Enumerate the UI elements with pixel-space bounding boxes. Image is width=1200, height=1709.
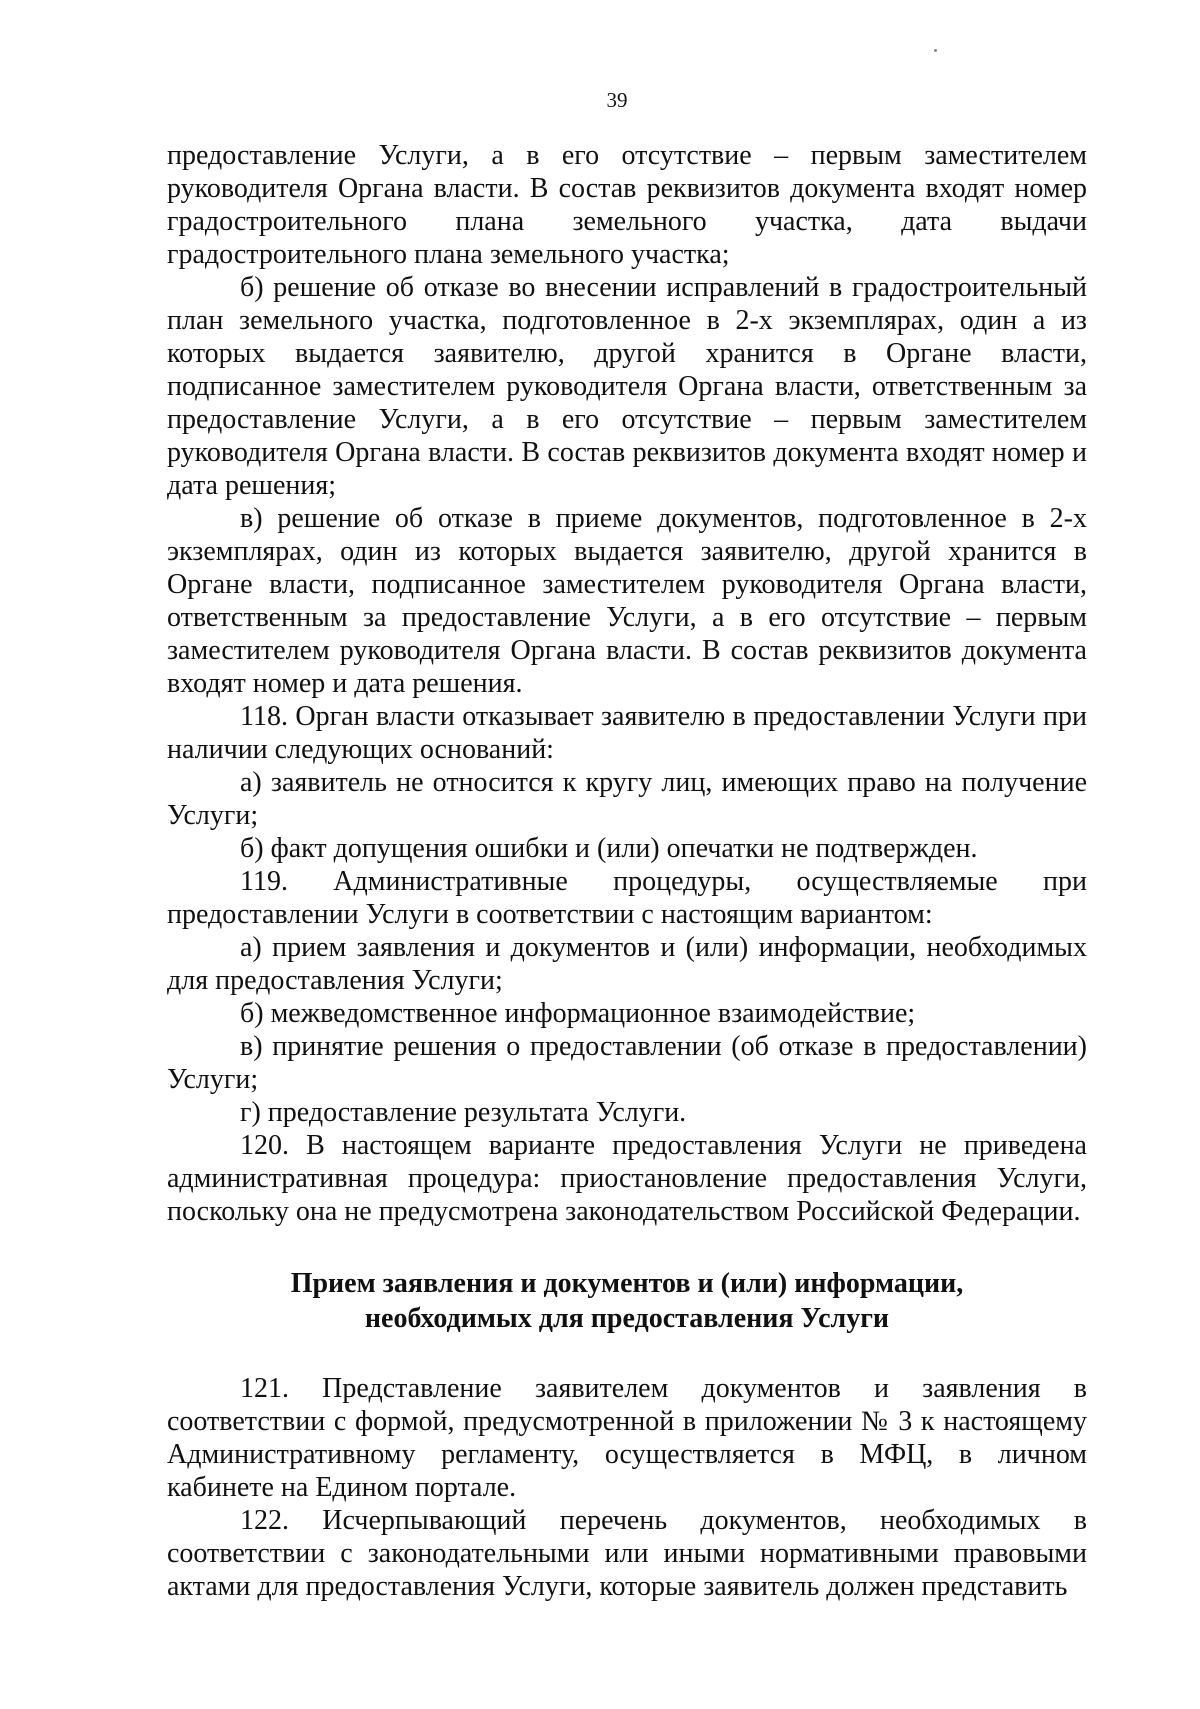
document-body bbox=[167, 139, 1087, 1603]
paragraph: б) факт допущения ошибки и (или) опечатки не подтвержден. bbox=[240, 833, 978, 864]
paragraph: в) принятие решения о предоставлении (об отказе в предоставлении) Услуги; bbox=[167, 1031, 1087, 1095]
paragraph: в) решение об отказе в приеме документов, подготовленное в 2-х экземплярах, один из которых выдается заявителю, другой хранится в Органе власти, подписанное заместителем руководителя Органа власти, ответственным за предоставление Услуги, а в его отсутствие – первым заместителем руководителя Органа власти. В состав реквизитов документа входят номер и дата решения. bbox=[167, 503, 1087, 699]
section-heading-line-1: Прием заявления и документов и (или) информации, bbox=[290, 1268, 964, 1299]
paragraph: предоставление Услуги, а в его отсутствие – первым заместителем руководителя Органа власти. В состав реквизитов документа входят номер градостроительного плана земельного участка, дата выдачи градостроительного плана земельного участка; bbox=[167, 140, 1087, 270]
paragraph: 122. Исчерпывающий перечень документов, необходимых в соответствии с законодательными или иными нормативными правовыми актами для предоставления Услуги, которые заявитель должен представить bbox=[167, 1505, 1087, 1602]
section-heading-line-2: необходимых для предоставления Услуги bbox=[364, 1303, 890, 1334]
paragraph: 119. Административные процедуры, осуществляемые при предоставлении Услуги в соответствии с настоящим вариантом: bbox=[167, 866, 1087, 930]
scan-speck bbox=[934, 49, 937, 52]
paragraph: 121. Представление заявителем документов и заявления в соответствии с формой, предусмотренной в приложении № 3 к настоящему Административному регламенту, осуществляется в МФЦ, в личном кабинете на Едином портале. bbox=[167, 1373, 1087, 1503]
paragraph: 118. Орган власти отказывает заявителю в предоставлении Услуги при наличии следующих оснований: bbox=[167, 701, 1087, 765]
paragraph: а) прием заявления и документов и (или) информации, необходимых для предоставления Услуги; bbox=[167, 932, 1087, 996]
paragraphs-after-heading bbox=[167, 1372, 1087, 1603]
paragraph: б) межведомственное информационное взаимодействие; bbox=[240, 998, 916, 1029]
paragraph: г) предоставление результата Услуги. bbox=[240, 1097, 687, 1128]
section-heading bbox=[167, 1266, 1087, 1336]
page-number: 39 bbox=[606, 88, 628, 112]
paragraphs-before-heading bbox=[167, 139, 1087, 1228]
paragraph: 120. В настоящем варианте предоставления Услуги не приведена административная процедура: приостановление предоставления Услуги, поскольку она не предусмотрена законодательством Российской Федерации. bbox=[167, 1130, 1087, 1227]
paragraph: а) заявитель не относится к кругу лиц, имеющих право на получение Услуги; bbox=[167, 767, 1087, 831]
paragraph: б) решение об отказе во внесении исправлений в градостроительный план земельного участка, подготовленное в 2-х экземплярах, один а из которых выдается заявителю, другой хранится в Органе власти, подписанное заместителем руководителя Органа власти, ответственным за предоставление Услуги, а в его отсутствие – первым заместителем руководителя Органа власти. В состав реквизитов документа входят номер и дата решения; bbox=[167, 272, 1087, 501]
